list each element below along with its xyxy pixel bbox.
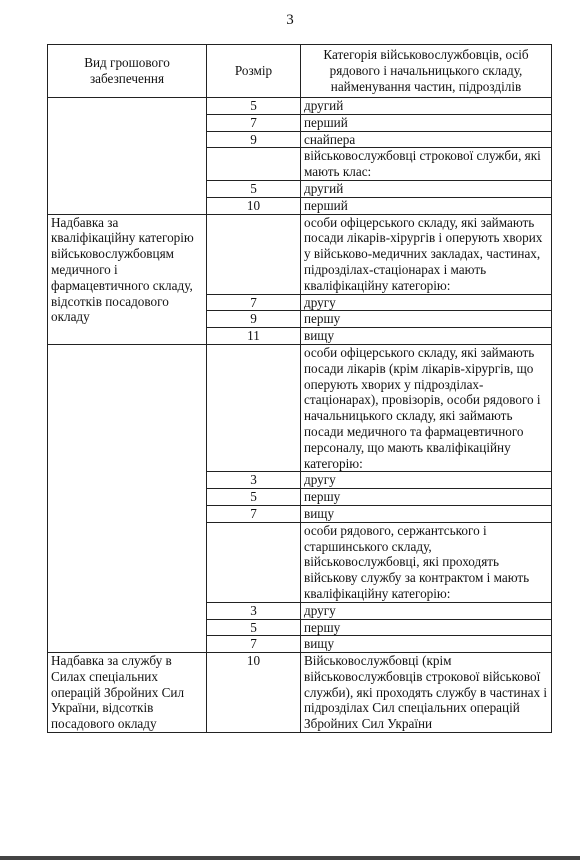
category-cell: другу: [301, 472, 552, 489]
page-bottom-edge: [0, 856, 580, 860]
size-cell: 7: [207, 505, 301, 522]
size-cell: 5: [207, 180, 301, 197]
size-cell: 10: [207, 197, 301, 214]
category-cell: другу: [301, 602, 552, 619]
table-row: [48, 344, 552, 471]
size-cell: 10: [207, 653, 301, 733]
size-cell: 5: [207, 98, 301, 115]
size-cell: 9: [207, 311, 301, 328]
payment-type-cell: [48, 98, 207, 215]
category-cell: особи рядового, сержантського і старшинського складу, військовослужбовці, які проходять військову службу за контрактом і мають кваліфікаційну категорію:: [301, 522, 552, 602]
payment-type-cell: Надбавка за кваліфікаційну категорію військовослужбовцям медичного і фармацевтичного складу, відсотків посадового окладу: [48, 214, 207, 344]
payment-allowance-table: [47, 44, 552, 733]
size-cell: 5: [207, 619, 301, 636]
size-cell: [207, 214, 301, 294]
category-cell: першу: [301, 311, 552, 328]
size-cell: 5: [207, 489, 301, 506]
category-cell: вищу: [301, 328, 552, 345]
size-cell: 7: [207, 114, 301, 131]
header-category: Категорія військовослужбовців, осіб рядового і начальницького складу, найменування частин, підрозділів: [301, 45, 552, 98]
payment-type-cell: Надбавка за службу в Силах спеціальних операцій Збройних Сил України, відсотків посадового окладу: [48, 653, 207, 733]
size-cell: 11: [207, 328, 301, 345]
category-cell: другий: [301, 98, 552, 115]
size-cell: 3: [207, 602, 301, 619]
header-size: Розмір: [207, 45, 301, 98]
category-cell: першу: [301, 489, 552, 506]
header-payment-type: Вид грошового забезпечення: [48, 45, 207, 98]
payment-type-cell: [48, 344, 207, 652]
table-row: [48, 98, 552, 115]
table-row: [48, 653, 552, 733]
table-header-row: [48, 45, 552, 98]
size-cell: 3: [207, 472, 301, 489]
category-cell: перший: [301, 114, 552, 131]
category-cell: другу: [301, 294, 552, 311]
page-number: 3: [286, 12, 294, 28]
category-cell: особи офіцерського складу, які займають посади лікарів (крім лікарів-хірургів, що оперують хворих у підрозділах-стаціонарах), провізорів, особи рядового і начальницького складу, які займають посади медичного та фармацевтичного персоналу, що мають кваліфікаційну категорію:: [301, 344, 552, 471]
size-cell: 7: [207, 636, 301, 653]
category-cell: вищу: [301, 636, 552, 653]
table-row: [48, 214, 552, 294]
size-cell: [207, 344, 301, 471]
size-cell: [207, 522, 301, 602]
category-cell: особи офіцерського складу, які займають посади лікарів-хірургів і оперують хворих у військово-медичних закладах, частинах, підрозділах-стаціонарах і мають кваліфікаційну категорію:: [301, 214, 552, 294]
size-cell: 7: [207, 294, 301, 311]
category-cell: другий: [301, 180, 552, 197]
category-cell: снайпера: [301, 131, 552, 148]
size-cell: [207, 148, 301, 181]
category-cell: військовослужбовці строкової служби, які мають клас:: [301, 148, 552, 181]
category-cell: вищу: [301, 505, 552, 522]
category-cell: Військовослужбовці (крім військовослужбовців строкової військової служби), які проходять службу в частинах і підрозділах Сил спеціальних операцій Збройних Сил України: [301, 653, 552, 733]
category-cell: перший: [301, 197, 552, 214]
size-cell: 9: [207, 131, 301, 148]
category-cell: першу: [301, 619, 552, 636]
